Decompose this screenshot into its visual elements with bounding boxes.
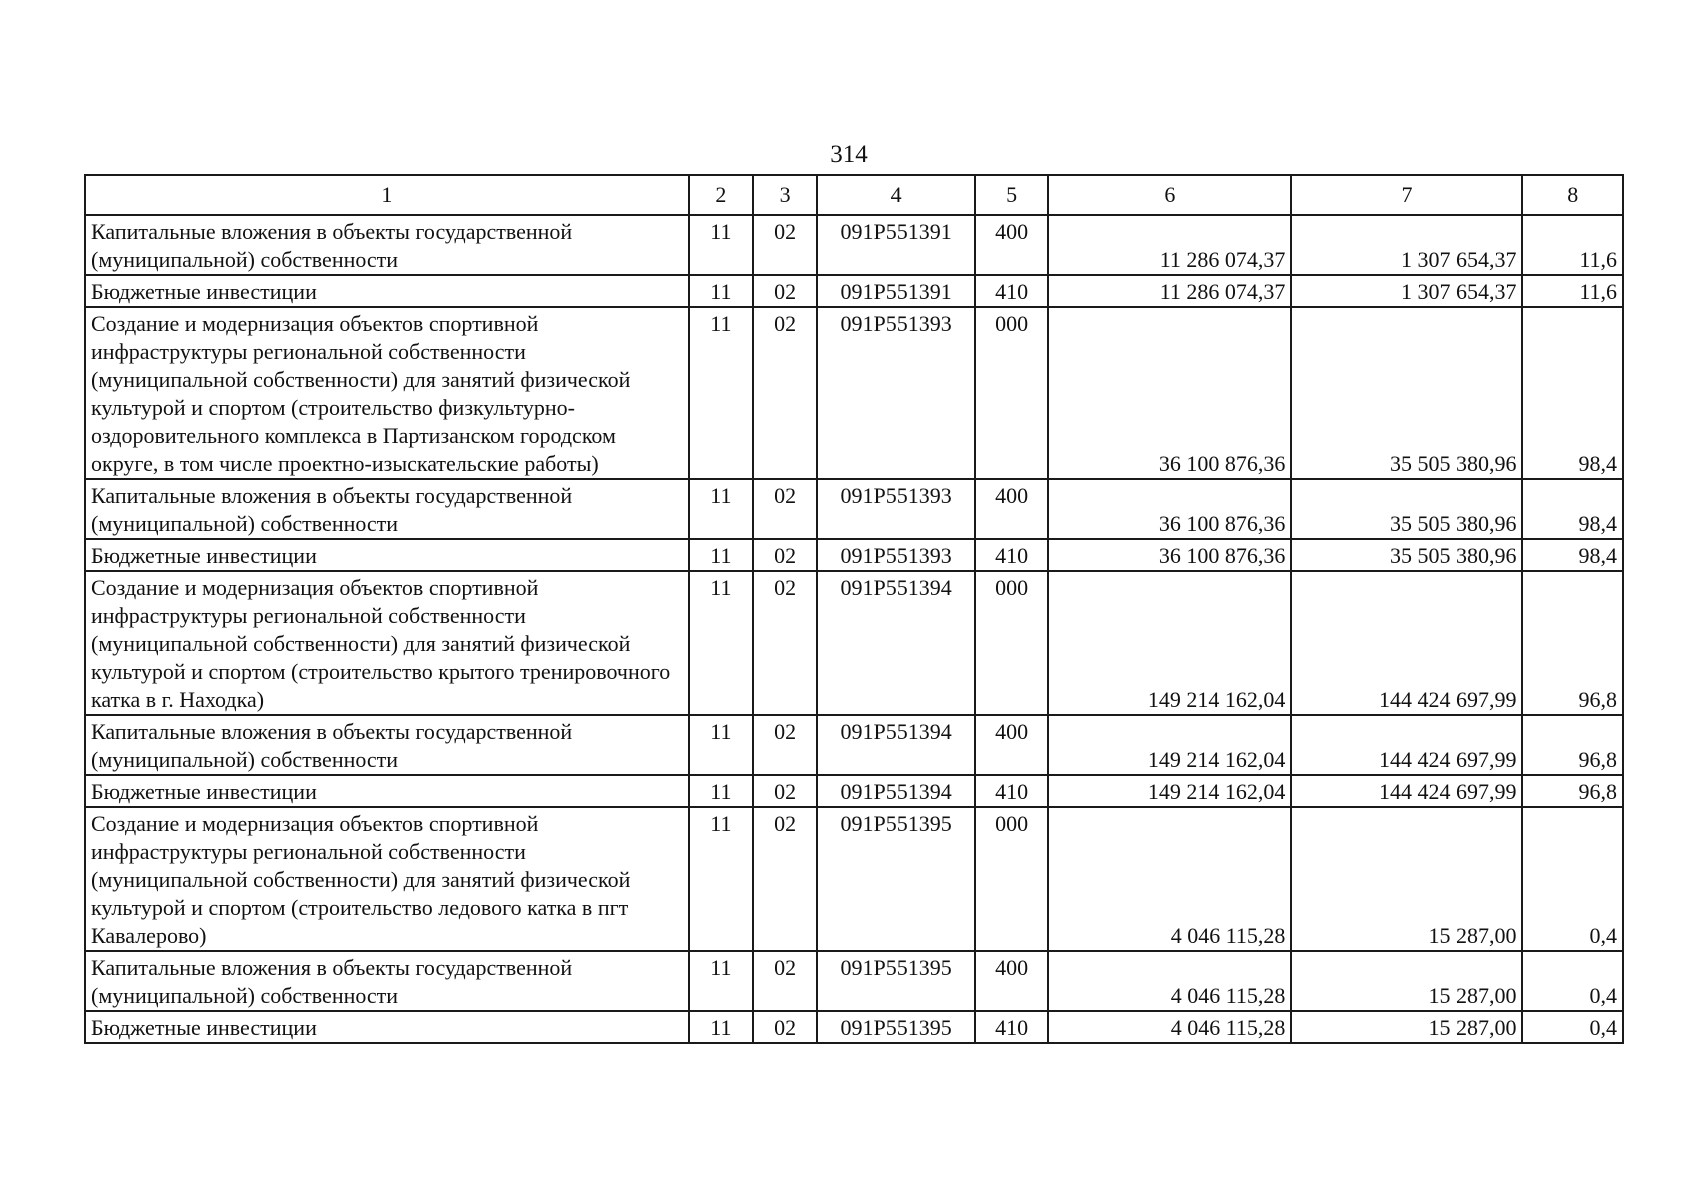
table-row xyxy=(85,715,1623,775)
section-code: 11 xyxy=(689,307,753,479)
table-row xyxy=(85,775,1623,807)
item-name: Бюджетные инвестиции xyxy=(85,539,689,571)
table-row xyxy=(85,215,1623,275)
expense-type-code: 400 xyxy=(975,215,1048,275)
section-code: 11 xyxy=(689,275,753,307)
table-row xyxy=(85,571,1623,715)
item-name: Создание и модернизация объектов спортивной инфраструктуры региональной собственности (муниципальной собственности) для занятий физической культурой и спортом (строительство физкультурно-оздоровительного комплекса в Партизанском городском округе, в том числе проектно-изыскательские работы) xyxy=(85,307,689,479)
item-name: Капитальные вложения в объекты государственной (муниципальной) собственности xyxy=(85,715,689,775)
subsection-code: 02 xyxy=(753,951,817,1011)
execution-percent: 96,8 xyxy=(1522,571,1623,715)
table-row xyxy=(85,1011,1623,1043)
target-article-code: 091P551395 xyxy=(817,807,975,951)
subsection-code: 02 xyxy=(753,571,817,715)
expense-type-code: 410 xyxy=(975,275,1048,307)
subsection-code: 02 xyxy=(753,307,817,479)
subsection-code: 02 xyxy=(753,275,817,307)
header-cell: 7 xyxy=(1291,175,1522,215)
execution-percent: 11,6 xyxy=(1522,215,1623,275)
item-name: Капитальные вложения в объекты государственной (муниципальной) собственности xyxy=(85,951,689,1011)
executed-amount: 144 424 697,99 xyxy=(1291,775,1522,807)
target-article-code: 091P551395 xyxy=(817,1011,975,1043)
item-name: Создание и модернизация объектов спортивной инфраструктуры региональной собственности (муниципальной собственности) для занятий физической культурой и спортом (строительство ледового катка в пгт Кавалерово) xyxy=(85,807,689,951)
header-cell: 5 xyxy=(975,175,1048,215)
expense-type-code: 410 xyxy=(975,775,1048,807)
item-name: Бюджетные инвестиции xyxy=(85,775,689,807)
table-row xyxy=(85,275,1623,307)
table-row xyxy=(85,539,1623,571)
item-name: Бюджетные инвестиции xyxy=(85,275,689,307)
execution-percent: 11,6 xyxy=(1522,275,1623,307)
item-name: Капитальные вложения в объекты государственной (муниципальной) собственности xyxy=(85,215,689,275)
item-name: Капитальные вложения в объекты государственной (муниципальной) собственности xyxy=(85,479,689,539)
target-article-code: 091P551393 xyxy=(817,307,975,479)
expense-type-code: 410 xyxy=(975,539,1048,571)
target-article-code: 091P551391 xyxy=(817,275,975,307)
executed-amount: 15 287,00 xyxy=(1291,807,1522,951)
expense-type-code: 400 xyxy=(975,715,1048,775)
page-number: 314 xyxy=(830,141,868,168)
planned-amount: 4 046 115,28 xyxy=(1048,951,1291,1011)
header-cell: 3 xyxy=(753,175,817,215)
target-article-code: 091P551394 xyxy=(817,571,975,715)
execution-percent: 98,4 xyxy=(1522,539,1623,571)
expense-type-code: 000 xyxy=(975,571,1048,715)
subsection-code: 02 xyxy=(753,775,817,807)
section-code: 11 xyxy=(689,715,753,775)
expense-type-code: 000 xyxy=(975,807,1048,951)
executed-amount: 1 307 654,37 xyxy=(1291,275,1522,307)
executed-amount: 144 424 697,99 xyxy=(1291,715,1522,775)
subsection-code: 02 xyxy=(753,715,817,775)
header-cell: 2 xyxy=(689,175,753,215)
planned-amount: 36 100 876,36 xyxy=(1048,307,1291,479)
section-code: 11 xyxy=(689,539,753,571)
subsection-code: 02 xyxy=(753,215,817,275)
table-row xyxy=(85,807,1623,951)
subsection-code: 02 xyxy=(753,1011,817,1043)
target-article-code: 091P551393 xyxy=(817,479,975,539)
executed-amount: 1 307 654,37 xyxy=(1291,215,1522,275)
planned-amount: 149 214 162,04 xyxy=(1048,571,1291,715)
planned-amount: 11 286 074,37 xyxy=(1048,215,1291,275)
subsection-code: 02 xyxy=(753,807,817,951)
target-article-code: 091P551391 xyxy=(817,215,975,275)
target-article-code: 091P551394 xyxy=(817,715,975,775)
planned-amount: 149 214 162,04 xyxy=(1048,775,1291,807)
executed-amount: 15 287,00 xyxy=(1291,1011,1522,1043)
subsection-code: 02 xyxy=(753,479,817,539)
executed-amount: 35 505 380,96 xyxy=(1291,539,1522,571)
execution-percent: 0,4 xyxy=(1522,1011,1623,1043)
executed-amount: 35 505 380,96 xyxy=(1291,479,1522,539)
target-article-code: 091P551393 xyxy=(817,539,975,571)
expense-type-code: 000 xyxy=(975,307,1048,479)
section-code: 11 xyxy=(689,215,753,275)
section-code: 11 xyxy=(689,571,753,715)
executed-amount: 15 287,00 xyxy=(1291,951,1522,1011)
executed-amount: 144 424 697,99 xyxy=(1291,571,1522,715)
execution-percent: 96,8 xyxy=(1522,715,1623,775)
planned-amount: 4 046 115,28 xyxy=(1048,1011,1291,1043)
budget-table xyxy=(84,174,1624,1044)
header-cell: 6 xyxy=(1048,175,1291,215)
section-code: 11 xyxy=(689,951,753,1011)
execution-percent: 98,4 xyxy=(1522,307,1623,479)
planned-amount: 36 100 876,36 xyxy=(1048,479,1291,539)
table-row xyxy=(85,479,1623,539)
header-cell: 1 xyxy=(85,175,689,215)
expense-type-code: 400 xyxy=(975,951,1048,1011)
planned-amount: 36 100 876,36 xyxy=(1048,539,1291,571)
execution-percent: 0,4 xyxy=(1522,951,1623,1011)
execution-percent: 96,8 xyxy=(1522,775,1623,807)
executed-amount: 35 505 380,96 xyxy=(1291,307,1522,479)
item-name: Бюджетные инвестиции xyxy=(85,1011,689,1043)
expense-type-code: 410 xyxy=(975,1011,1048,1043)
planned-amount: 4 046 115,28 xyxy=(1048,807,1291,951)
execution-percent: 0,4 xyxy=(1522,807,1623,951)
section-code: 11 xyxy=(689,479,753,539)
table-row xyxy=(85,307,1623,479)
planned-amount: 11 286 074,37 xyxy=(1048,275,1291,307)
section-code: 11 xyxy=(689,1011,753,1043)
header-cell: 4 xyxy=(817,175,975,215)
item-name: Создание и модернизация объектов спортивной инфраструктуры региональной собственности (муниципальной собственности) для занятий физической культурой и спортом (строительство крытого тренировочного катка в г. Находка) xyxy=(85,571,689,715)
header-row xyxy=(85,175,1623,215)
table-row xyxy=(85,951,1623,1011)
subsection-code: 02 xyxy=(753,539,817,571)
execution-percent: 98,4 xyxy=(1522,479,1623,539)
section-code: 11 xyxy=(689,775,753,807)
target-article-code: 091P551394 xyxy=(817,775,975,807)
planned-amount: 149 214 162,04 xyxy=(1048,715,1291,775)
section-code: 11 xyxy=(689,807,753,951)
header-cell: 8 xyxy=(1522,175,1623,215)
expense-type-code: 400 xyxy=(975,479,1048,539)
target-article-code: 091P551395 xyxy=(817,951,975,1011)
